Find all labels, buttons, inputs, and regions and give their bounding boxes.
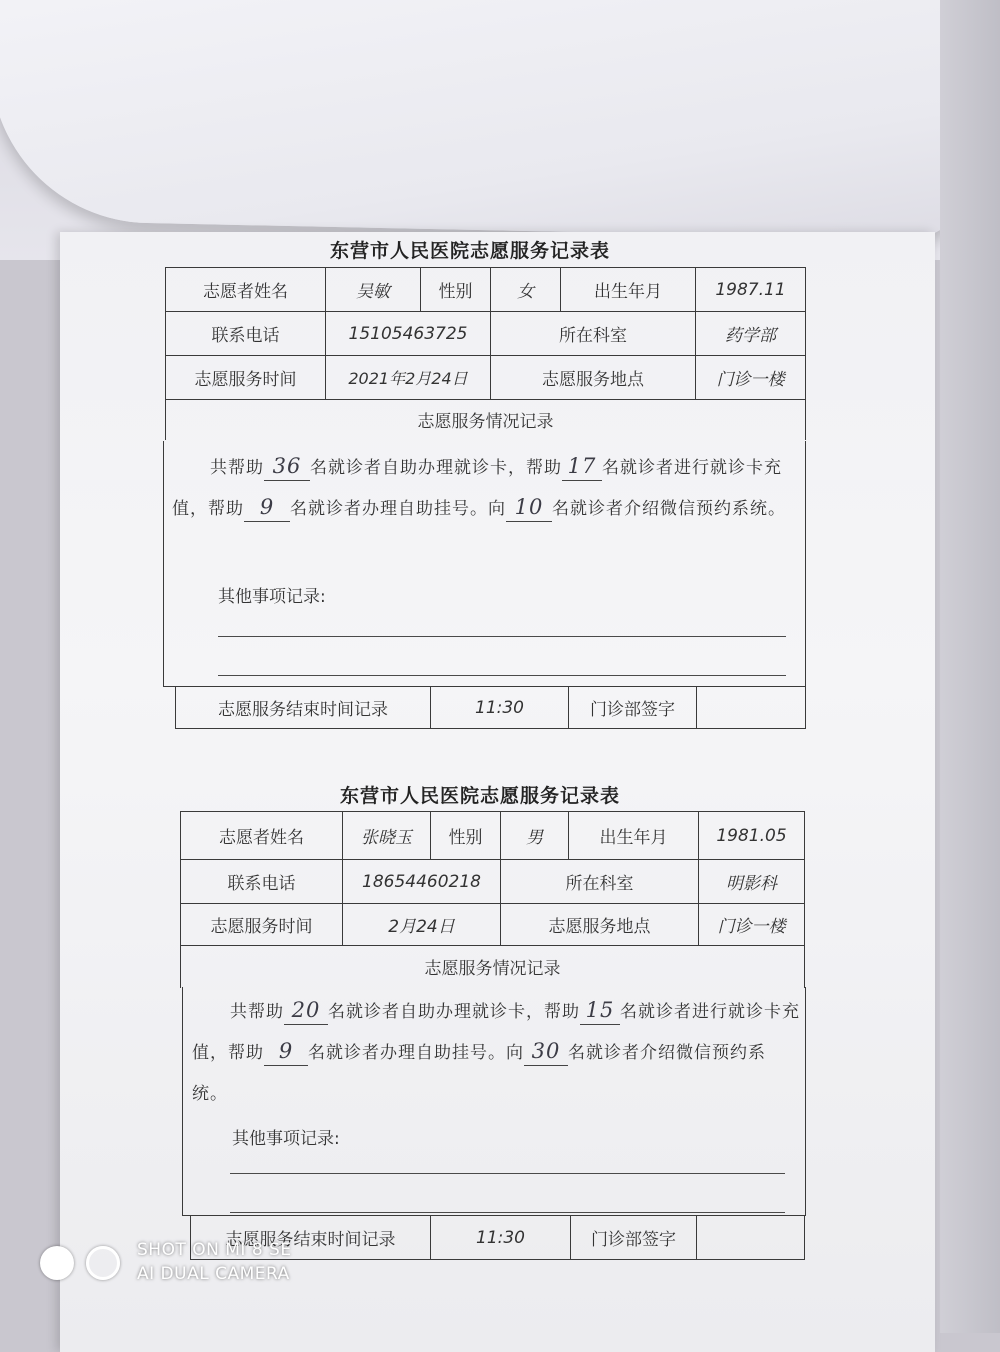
label-signature: 门诊部签字 [569,687,697,729]
label-birth: 出生年月 [561,268,696,312]
value-end-time: 11:30 [431,1216,571,1260]
record-text-1: 共帮助 [210,458,264,478]
label-name: 志愿者姓名 [181,812,343,860]
count-recharge: 17 [562,452,602,481]
value-department: 明影科 [699,860,805,904]
label-end-time: 志愿服务结束时间记录 [176,687,431,729]
value-service-time: 2月24日 [343,904,501,946]
record-text-2: 名就诊者自助办理就诊卡，帮助 [328,1002,580,1022]
value-phone: 15105463725 [326,312,491,356]
other-label: 其他事项记录: [232,1129,340,1149]
other-line-2 [230,1212,785,1213]
value-gender: 女 [491,268,561,312]
count-cards: 36 [264,452,310,481]
count-register: 9 [244,493,290,522]
value-name: 吴敏 [326,268,421,312]
record-text-1: 共帮助 [230,1002,284,1022]
record-text-5: 名就诊者介绍微信预约系统。 [552,499,786,519]
value-service-time: 2021年2月24日 [326,356,491,400]
label-service-time: 志愿服务时间 [166,356,326,400]
value-birth: 1981.05 [699,812,805,860]
label-department: 所在科室 [491,312,696,356]
record-text-5: 名就诊者介绍微信预约系统。 [192,1043,766,1104]
record-text-4: 名就诊者办理自助挂号。向 [290,499,506,519]
count-wechat: 10 [506,493,552,522]
value-name: 张晓玉 [343,812,431,860]
label-service-place: 志愿服务地点 [501,904,699,946]
record-text-4: 名就诊者办理自助挂号。向 [308,1043,524,1063]
value-service-place: 门诊一楼 [696,356,806,400]
count-register: 9 [264,1037,308,1066]
count-cards: 20 [284,996,328,1025]
label-phone: 联系电话 [166,312,326,356]
label-service-place: 志愿服务地点 [491,356,696,400]
record-text-3: 名就诊者进行就诊卡充值，帮助 [172,458,782,519]
value-department: 药学部 [696,312,806,356]
record-text-2: 名就诊者自助办理就诊卡，帮助 [310,458,562,478]
record-text-3: 名就诊者进行就诊卡充值，帮助 [192,1002,800,1063]
other-line-1 [230,1173,785,1174]
watermark-line-2: AI DUAL CAMERA [137,1264,290,1284]
watermark-line-1: SHOT ON MI 8 SE [137,1240,292,1260]
label-birth: 出生年月 [569,812,699,860]
count-recharge: 15 [580,996,620,1025]
count-wechat: 30 [524,1037,568,1066]
record-paragraph [192,992,800,1115]
info-table [180,811,805,988]
value-gender: 男 [501,812,569,860]
label-department: 所在科室 [501,860,699,904]
label-service-time: 志愿服务时间 [181,904,343,946]
label-gender: 性别 [431,812,501,860]
lens-ring-icon [86,1246,120,1280]
form-title: 东营市人民医院志愿服务记录表 [329,240,610,262]
lens-dot-icon [40,1246,74,1280]
other-label: 其他事项记录: [218,587,326,607]
label-gender: 性别 [421,268,491,312]
record-header: 志愿服务情况记录 [166,400,806,440]
value-phone: 18654460218 [343,860,501,904]
value-end-time: 11:30 [431,687,569,729]
camera-watermark [40,1240,340,1290]
form-title: 东营市人民医院志愿服务记录表 [339,785,620,807]
label-end-time: 志愿服务结束时间记录 [191,1216,431,1260]
value-signature [697,1216,805,1260]
value-service-place: 门诊一楼 [699,904,805,946]
label-signature: 门诊部签字 [571,1216,697,1260]
label-name: 志愿者姓名 [166,268,326,312]
value-birth: 1987.11 [696,268,806,312]
record-header: 志愿服务情况记录 [181,946,805,988]
label-phone: 联系电话 [181,860,343,904]
